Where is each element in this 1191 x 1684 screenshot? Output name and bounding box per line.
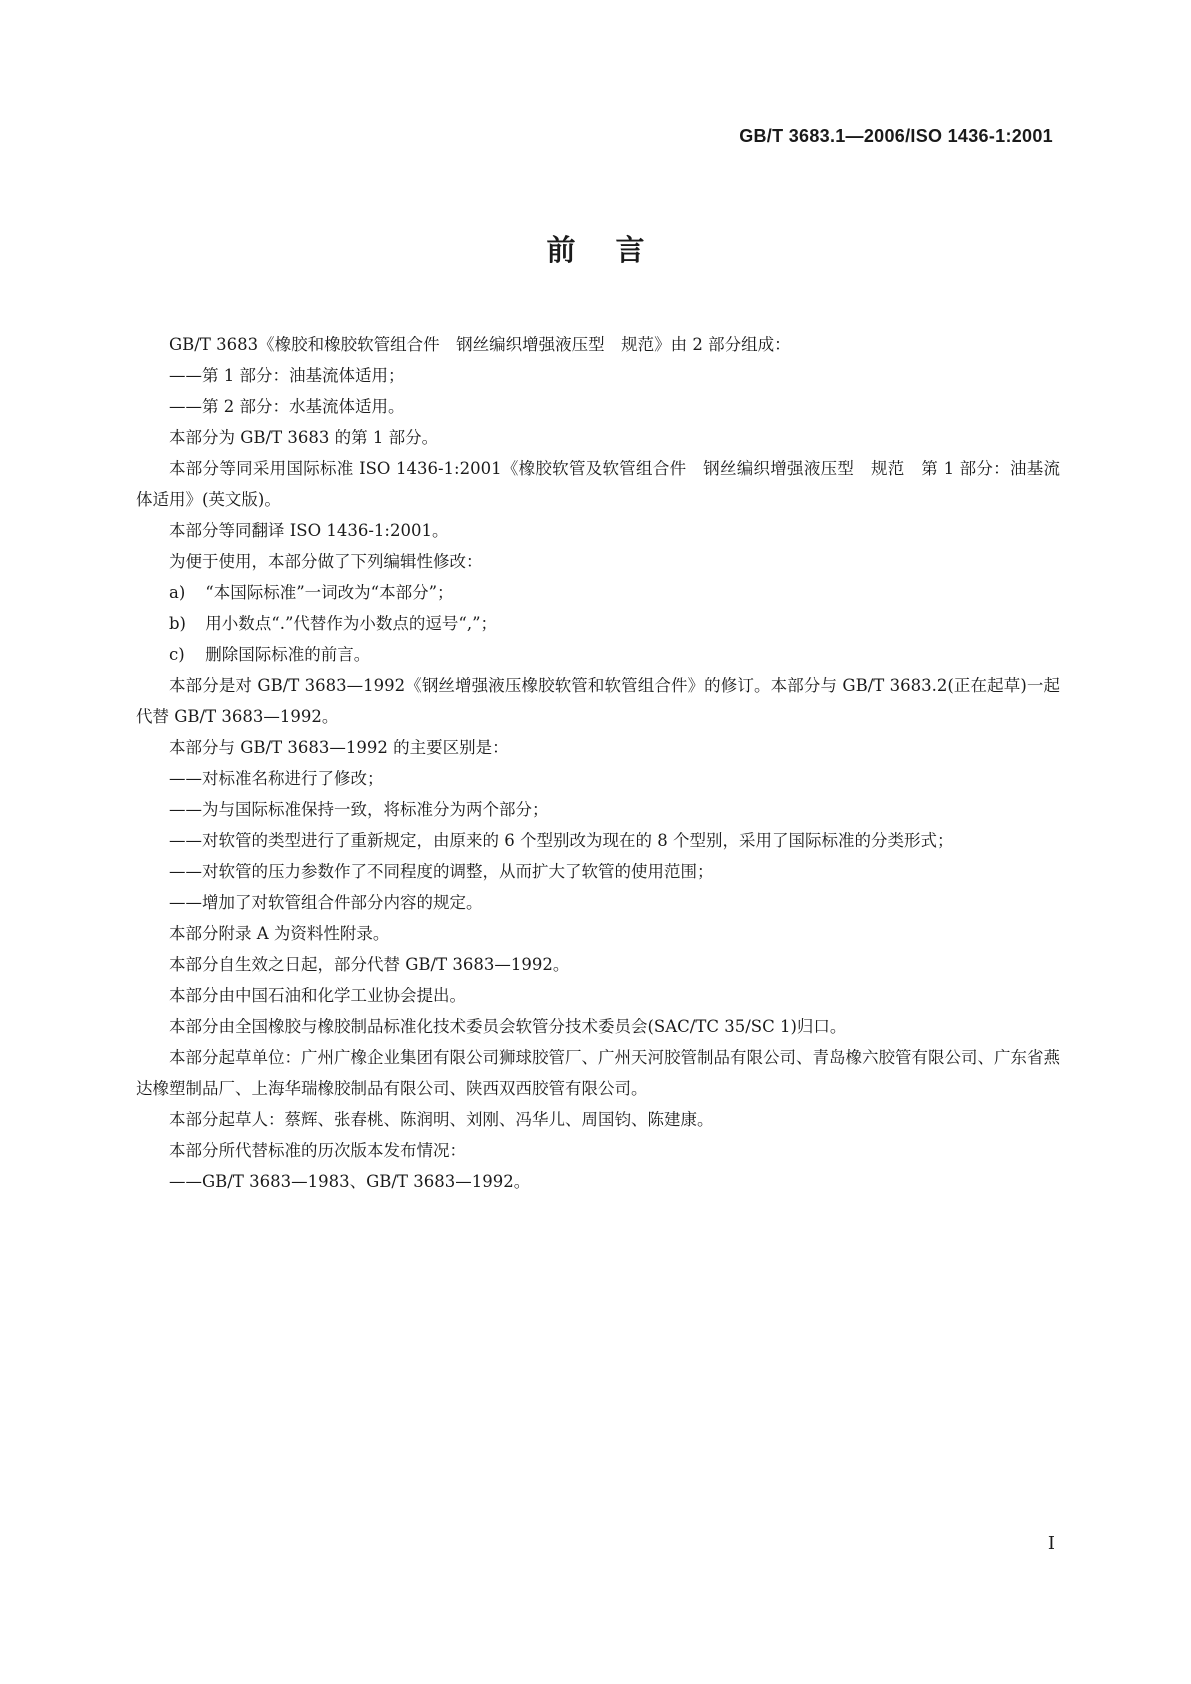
paragraph: 本部分为 GB/T 3683 的第 1 部分。 [169,428,439,447]
page-number: I [1047,1533,1055,1554]
paragraph: 本部分由中国石油和化学工业协会提出。 [169,986,466,1005]
lettered-item [136,608,1060,639]
paragraph: 为便于使用，本部分做了下列编辑性修改： [169,552,483,571]
item-text: 用小数点“.”代替作为小数点的逗号“,”； [205,614,498,633]
list-item: ——对软管的类型进行了重新规定，由原来的 6 个型别改为现在的 8 个型别，采用了国际标准的分类形式； [169,831,954,850]
paragraph: 本部分等同采用国际标准 ISO 1436-1:2001《橡胶软管及软管组合件 钢丝编织增强液压型 规范 第 1 部分：油基流体适用》(英文版)。 [136,459,1060,509]
list-item: ——为与国际标准保持一致，将标准分为两个部分； [169,800,549,819]
item-text: “本国际标准”一词改为“本部分”； [205,583,454,602]
standard-code-header: GB/T 3683.1—2006/ISO 1436-1:2001 [739,126,1053,146]
item-marker: a) [169,583,186,602]
list-item: ——增加了对软管组合件部分内容的规定。 [169,893,483,912]
paragraph: 本部分附录 A 为资料性附录。 [169,924,390,943]
item-marker: c) [169,645,185,664]
paragraph: 本部分起草单位：广州广橡企业集团有限公司狮球胶管厂、广州天河胶管制品有限公司、青岛橡六胶管有限公司、广东省燕达橡塑制品厂、上海华瑞橡胶制品有限公司、陕西双西胶管有限公司。 [136,1048,1060,1098]
lettered-item [136,577,1060,608]
paragraph: 本部分自生效之日起，部分代替 GB/T 3683—1992。 [169,955,570,974]
paragraph: 本部分等同翻译 ISO 1436-1:2001。 [169,521,449,540]
paragraph: GB/T 3683《橡胶和橡胶软管组合件 钢丝编织增强液压型 规范》由 2 部分组成： [169,335,791,354]
lettered-item [136,639,1060,670]
item-marker: b) [169,614,186,633]
list-item: ——对标准名称进行了修改； [169,769,384,788]
list-item: ——第 2 部分：水基流体适用。 [169,397,405,416]
page-title: 前言 [546,233,685,267]
list-item: ——对软管的压力参数作了不同程度的调整，从而扩大了软管的使用范围； [169,862,714,881]
list-item: ——第 1 部分：油基流体适用； [169,366,405,385]
foreword-body [136,329,1060,1197]
item-text: 删除国际标准的前言。 [205,645,371,664]
list-item: ——GB/T 3683—1983、GB/T 3683—1992。 [169,1172,531,1191]
paragraph: 本部分与 GB/T 3683—1992 的主要区别是： [169,738,509,757]
paragraph: 本部分由全国橡胶与橡胶制品标准化技术委员会软管分技术委员会(SAC/TC 35/SC 1)归口。 [169,1017,847,1036]
paragraph: 本部分是对 GB/T 3683—1992《钢丝增强液压橡胶软管和软管组合件》的修订。本部分与 GB/T 3683.2(正在起草)一起代替 GB/T 3683—1992。 [136,676,1060,726]
paragraph: 本部分起草人：蔡辉、张春桃、陈润明、刘刚、冯华儿、周国钧、陈建康。 [169,1110,714,1129]
paragraph: 本部分所代替标准的历次版本发布情况： [169,1141,466,1160]
